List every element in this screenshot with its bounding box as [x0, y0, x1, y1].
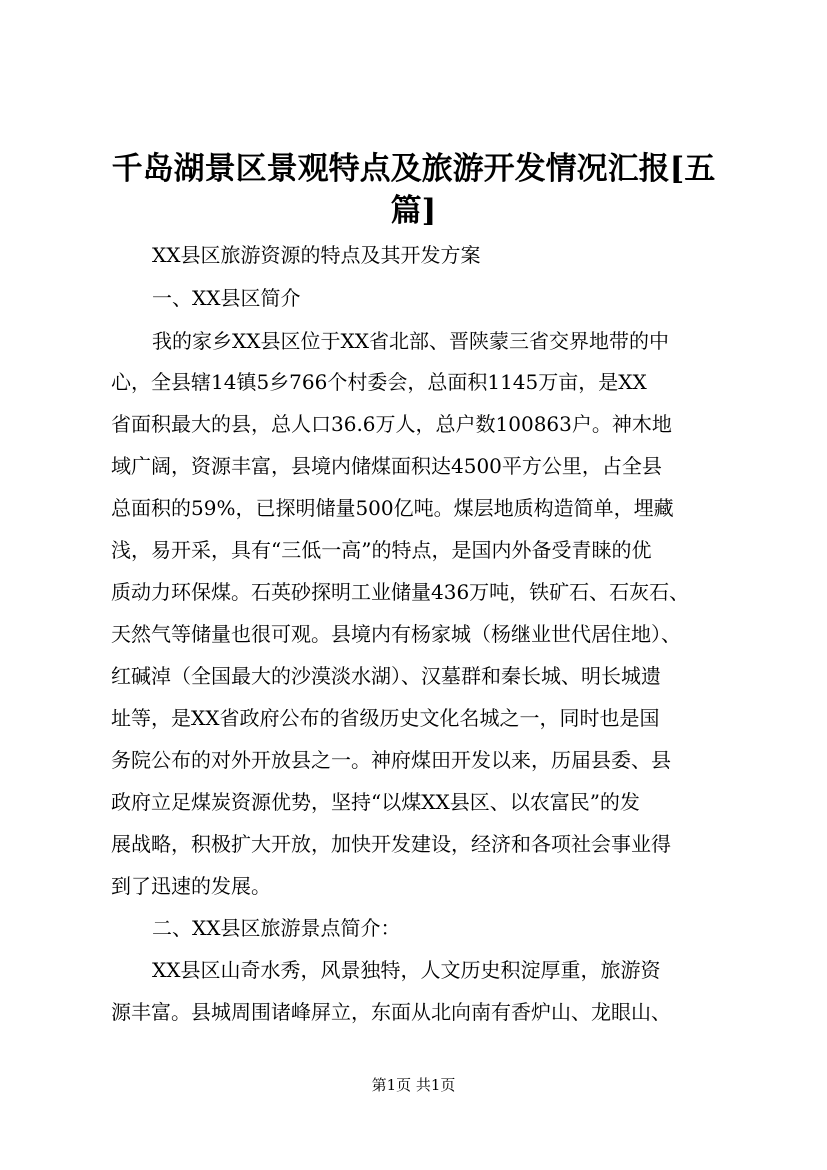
- title-line-1: 千岛湖景区景观特点及旅游开发情况汇报[五: [111, 151, 716, 187]
- page-footer: 第1页 共1页: [371, 1076, 456, 1094]
- document-title: [80, 148, 747, 232]
- section-heading-1: 一、XX县区简介: [152, 286, 301, 310]
- paragraph-line: XX县区山奇水秀，风景独特，人文历史积淀厚重，旅游资: [152, 958, 661, 982]
- paragraph-line: 务院公布的对外开放县之一。神府煤田开发以来，历届县委、县: [111, 748, 671, 772]
- paragraph-line: 省面积最大的县，总人口36.6万人，总户数100863户。神木地: [111, 412, 672, 436]
- title-line-2: 篇]: [390, 193, 437, 229]
- paragraph-line: 域广阔，资源丰富，县境内储煤面积达4500平方公里，占全县: [111, 454, 662, 478]
- paragraph-line: 心，全县辖14镇5乡766个村委会，总面积1145万亩，是XX: [111, 370, 647, 394]
- paragraph-line: 总面积的59%，已探明储量500亿吨。煤层地质构造简单，埋藏: [111, 496, 674, 520]
- paragraph-line: 址等，是XX省政府公布的省级历史文化名城之一，同时也是国: [111, 706, 660, 730]
- paragraph-line: 我的家乡XX县区位于XX省北部、晋陕蒙三省交界地带的中: [152, 329, 669, 353]
- paragraph-line: 天然气等储量也很可观。县境内有杨家城（杨继业世代居住地）、: [111, 622, 681, 646]
- subtitle: XX县区旅游资源的特点及其开发方案: [152, 243, 481, 267]
- paragraph-line: 展战略，积极扩大开放，加快开发建设，经济和各项社会事业得: [111, 832, 671, 856]
- paragraph-line: 源丰富。县城周围诸峰屏立，东面从北向南有香炉山、龙眼山、: [111, 1000, 671, 1024]
- paragraph-line: 浅，易开采，具有“三低一高”的特点，是国内外备受青睐的优: [111, 538, 652, 562]
- section-heading-2: 二、XX县区旅游景点简介：: [152, 916, 401, 940]
- paragraph-line: 到了迅速的发展。: [111, 874, 271, 898]
- paragraph-line: 红碱淖（全国最大的沙漠淡水湖）、汉墓群和秦长城、明长城遗: [111, 664, 661, 688]
- paragraph-line: 质动力环保煤。石英砂探明工业储量436万吨，铁矿石、石灰石、: [111, 580, 690, 604]
- paragraph-line: 政府立足煤炭资源优势，坚持“以煤XX县区、以农富民”的发: [111, 790, 640, 814]
